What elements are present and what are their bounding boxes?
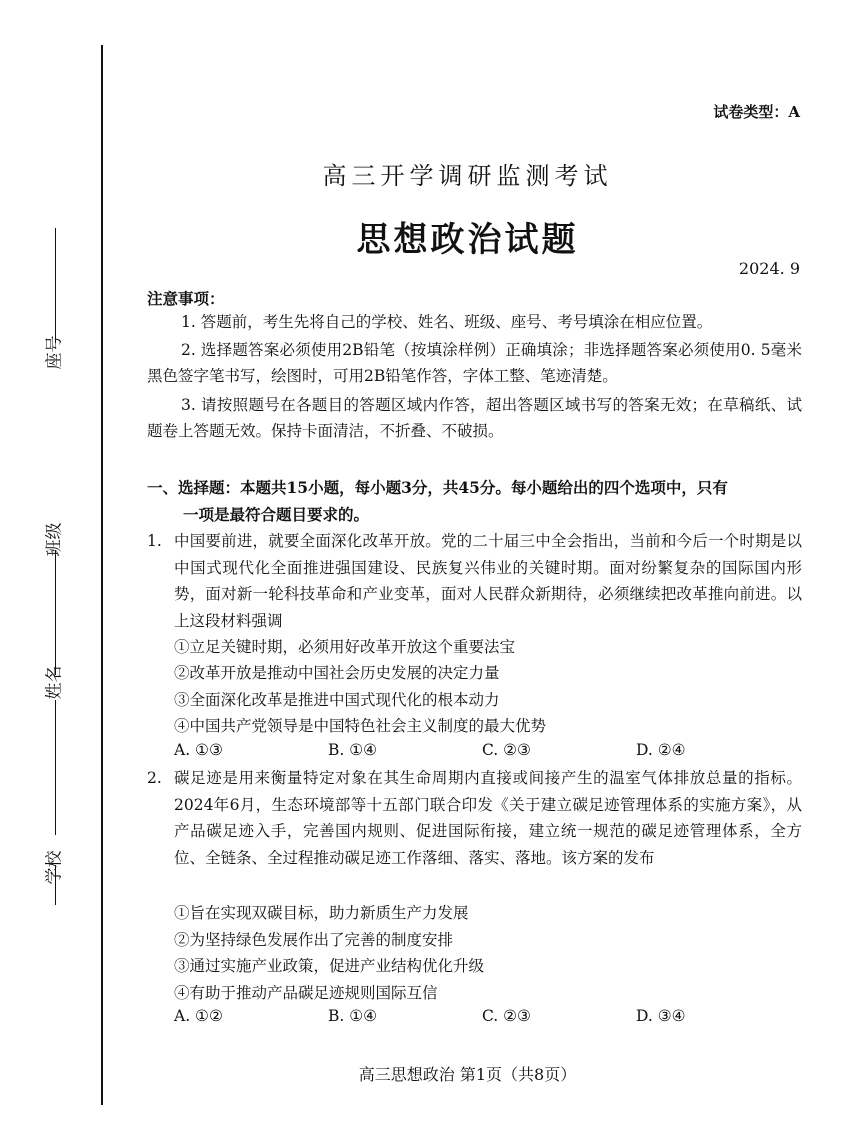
choice-d: D. ③④ — [636, 1007, 686, 1025]
choice-c: C. ②③ — [482, 741, 531, 759]
section-heading: 一、选择题：本题共15小题，每小题3分，共45分。每小题给出的四个选项中，只有 一项是最符合题目要求的。 — [147, 478, 728, 524]
name-label: 姓名 — [44, 665, 65, 700]
question-stem: 碳足迹是用来衡量特定对象在其生命周期内直接或间接产生的温室气体排放总量的指标。2024年6月，生态环境部等十五部门联合印发《关于建立碳足迹管理体系的实施方案》，从产品碳足迹入手，完善国内规则、促进国际衔接，建立统一规范的碳足迹管理体系，全方位、全链条、全过程推动碳足迹工作落细、落实、落地。该方案的发布 — [174, 769, 802, 867]
paper-type: 试卷类型：A — [713, 103, 800, 121]
class-blank-line — [55, 550, 56, 675]
note-item: 2. 选择题答案必须使用2B铅笔（按填涂样例）正确填涂；非选择题答案必须使用0. 5毫米黑色签字笔书写，绘图时，可用2B铅笔作答，字体工整、笔迹清楚。 — [147, 341, 802, 385]
school-label: 学校 — [44, 850, 65, 885]
note-item: 3. 请按照题号在各题目的答题区域内作答，超出答题区域书写的答案无效；在草稿纸、试题卷上答题无效。保持卡面清洁，不折叠、不破损。 — [147, 396, 802, 440]
statement-option: ④有助于推动产品碳足迹规则国际互信 — [174, 984, 438, 1002]
question-stem: 中国要前进，就要全面深化改革开放。党的二十届三中全会指出，当前和今后一个时期是以中国式现代化全面推进强国建设、民族复兴伟业的关键时期。面对纷繁复杂的国际国内形势，面对新一轮科技革命和产业变革，面对人民群众新期待，必须继续把改革推向前进。以上这段材料强调 — [174, 532, 802, 630]
class-label: 班级 — [44, 522, 65, 557]
statement-option: ③通过实施产业政策，促进产业结构优化升级 — [174, 957, 485, 975]
choice-a: A. ①② — [174, 1007, 223, 1025]
question-number: 1. — [147, 532, 162, 550]
choice-d: D. ②④ — [636, 741, 686, 759]
statement-option: ④中国共产党领导是中国特色社会主义制度的最大优势 — [174, 717, 547, 735]
statement-option: ①立足关键时期，必须用好改革开放这个重要法宝 — [174, 638, 516, 656]
exam-title: 高三开学调研监测考试 — [322, 162, 613, 190]
statement-option: ①旨在实现双碳目标，助力新质生产力发展 — [174, 904, 469, 922]
choice-c: C. ②③ — [482, 1007, 531, 1025]
statement-option: ③全面深化改革是推进中国式现代化的根本动力 — [174, 691, 500, 709]
statement-option: ②改革开放是推动中国社会历史发展的决定力量 — [174, 664, 500, 682]
question-number: 2. — [147, 769, 162, 787]
page-footer: 高三思想政治 第1页（共8页） — [358, 1065, 577, 1084]
statement-option: ②为坚持绿色发展作出了完善的制度安排 — [174, 931, 454, 949]
subject-title: 思想政治试题 — [356, 220, 579, 260]
note-item: 1. 答题前，考生先将自己的学校、姓名、班级、座号、考号填涂在相应位置。 — [181, 313, 713, 331]
exam-date: 2024. 9 — [738, 259, 800, 278]
choice-a: A. ①③ — [174, 741, 223, 759]
name-blank-line — [55, 700, 56, 835]
question-1 — [147, 528, 802, 634]
choice-b: B. ①④ — [328, 741, 378, 759]
seat-label: 座号 — [44, 335, 65, 370]
question-2 — [147, 765, 802, 871]
choice-b: B. ①④ — [328, 1007, 378, 1025]
binding-line — [101, 45, 103, 1105]
notes-title: 注意事项： — [147, 289, 225, 308]
